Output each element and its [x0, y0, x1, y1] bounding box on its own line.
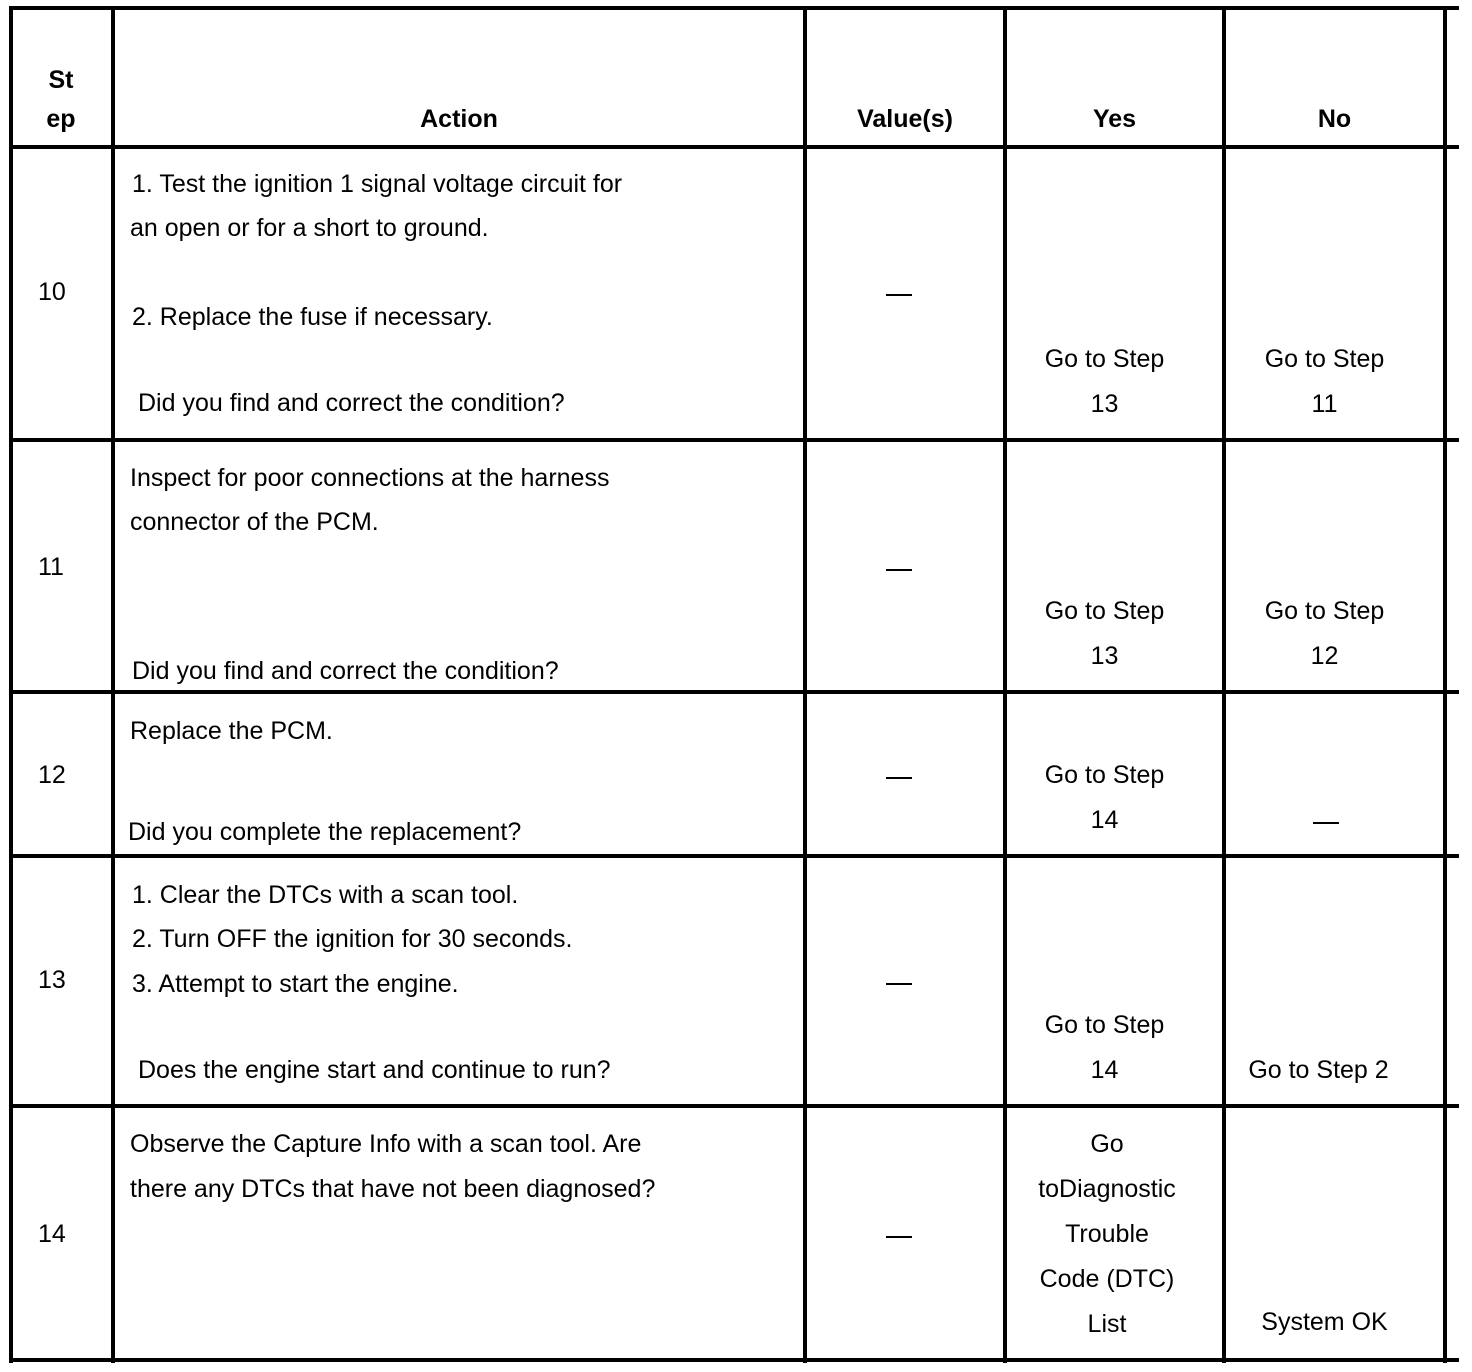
- step-number: 10: [38, 278, 66, 306]
- action-line: Inspect for poor connections at the harness: [130, 464, 610, 492]
- yes-cell: Go to Step 13: [1044, 597, 1165, 670]
- action-line: 1. Test the ignition 1 signal voltage circuit for: [132, 170, 623, 198]
- yes-cell: Go to Step 13: [1044, 345, 1165, 418]
- value-dash: [886, 294, 912, 296]
- value-dash: [886, 1236, 912, 1238]
- yes-cell: Go to Step 14: [1044, 1011, 1165, 1084]
- no-cell: System OK: [1261, 1308, 1388, 1336]
- action-question: Does the engine start and continue to run?: [138, 1056, 611, 1084]
- action-line: 2. Turn OFF the ignition for 30 seconds.: [132, 925, 573, 953]
- header-values: Value(s): [857, 105, 953, 133]
- yes-cell: Go toDiagnostic Trouble Code (DTC) List: [1038, 1130, 1176, 1338]
- step-number: 12: [38, 761, 66, 789]
- step-number: 13: [38, 966, 66, 994]
- header-no: No: [1317, 105, 1352, 133]
- action-line: Replace the PCM.: [130, 717, 333, 745]
- no-cell: Go to Step 12: [1264, 597, 1385, 670]
- step-number: 14: [38, 1220, 66, 1248]
- header-yes: Yes: [1092, 105, 1137, 133]
- value-dash: [886, 983, 912, 985]
- action-line: 3. Attempt to start the engine.: [132, 970, 459, 998]
- value-dash: [886, 569, 912, 571]
- action-question: Did you complete the replacement?: [128, 818, 522, 846]
- action-line: 2. Replace the fuse if necessary.: [132, 303, 493, 331]
- header-step: St ep: [46, 66, 76, 133]
- yes-cell: Go to Step 14: [1044, 761, 1165, 834]
- no-cell: Go to Step 2: [1248, 1056, 1389, 1084]
- value-dash: [886, 777, 912, 779]
- no-dash: [1313, 822, 1339, 824]
- action-line: Observe the Capture Info with a scan tool. Are: [130, 1130, 642, 1158]
- action-line: 1. Clear the DTCs with a scan tool.: [132, 881, 519, 909]
- header-action: Action: [420, 105, 498, 133]
- action-line: there any DTCs that have not been diagnosed?: [130, 1175, 656, 1203]
- action-line: an open or for a short to ground.: [130, 214, 489, 242]
- step-number: 11: [38, 553, 64, 581]
- action-question: Did you find and correct the condition?: [138, 389, 565, 417]
- action-question: Did you find and correct the condition?: [132, 657, 559, 685]
- no-cell: Go to Step 11: [1264, 345, 1385, 418]
- action-line: connector of the PCM.: [130, 508, 379, 536]
